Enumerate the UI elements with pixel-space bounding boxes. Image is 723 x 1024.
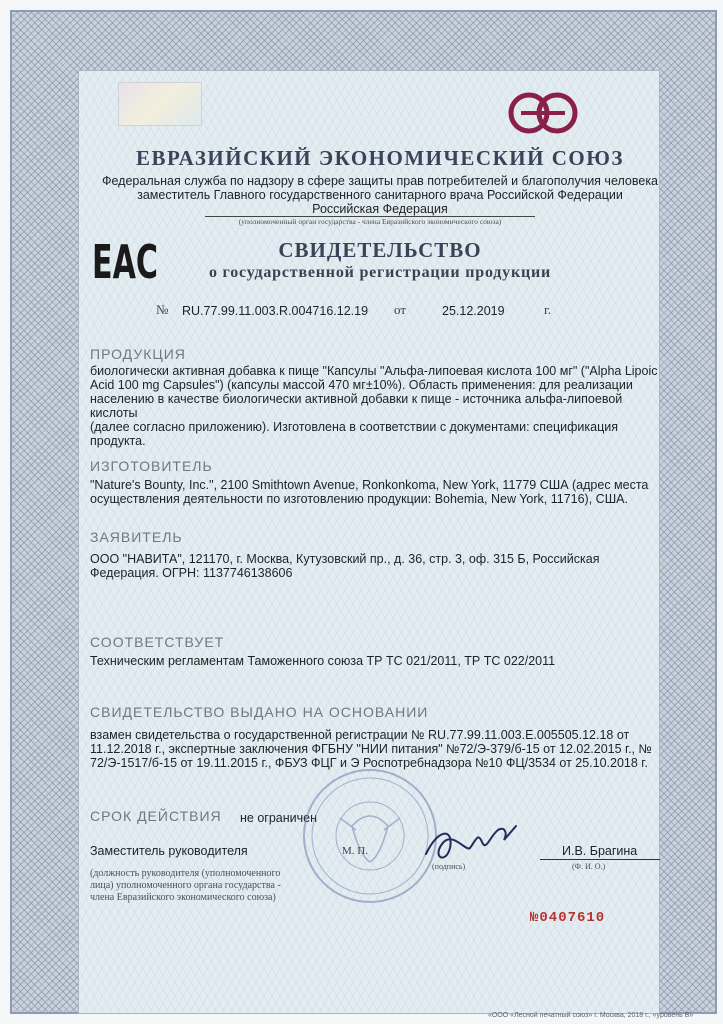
position-caption-line: члена Евразийского экономического союза) (90, 892, 276, 903)
signatory-position: Заместитель руководителя (90, 844, 248, 858)
applicant-line: Федерация. ОГРН: 1137746138606 (90, 566, 293, 580)
name-caption: (Ф. И. О.) (572, 862, 606, 871)
agency-line: Федеральная служба по надзору в сфере защиты прав потребителей и благополучия человека (101, 174, 659, 188)
certificate-subtitle: о государственной регистрации продукции (208, 264, 552, 281)
date-label: от (394, 302, 407, 317)
applicant-heading: ЗАЯВИТЕЛЬ (90, 529, 183, 545)
product-heading: ПРОДУКЦИЯ (90, 346, 186, 362)
basis-line: 11.12.2018 г., экспертные заключения ФГБНУ "НИИ питания" №72/Э-379/б-15 от 12.02.2015 г., № (90, 742, 652, 756)
basis-heading: СВИДЕТЕЛЬСТВО ВЫДАНО НА ОСНОВАНИИ (90, 704, 429, 720)
signature-caption: (подпись) (432, 862, 466, 871)
signatory-name: И.В. Брагина (562, 844, 638, 858)
basis-text (90, 728, 665, 770)
agency-block (92, 174, 668, 216)
hologram-sticker (118, 82, 202, 126)
certificate-date: 25.12.2019 (442, 304, 505, 318)
mp-label: М. П. (342, 845, 368, 857)
printer-footer: «ООО «Лесной печатный союз» г. Москва, 2018 г., «уровень В» (488, 1012, 694, 1019)
position-caption-line: (должность руководителя (уполномоченного (90, 868, 281, 879)
agency-line: заместитель Главного государственного санитарного врача Российской Федерации (137, 188, 623, 202)
complies-heading: СООТВЕТСТВУЕТ (90, 634, 225, 650)
product-text (90, 364, 660, 448)
year-suffix: г. (544, 302, 552, 317)
sanitary-service-logo (507, 90, 583, 136)
product-line: населению в качестве биологически активной добавки к пище - источника альфа-липоевой кислоты (90, 392, 623, 420)
validity-value: не ограничен (240, 811, 317, 825)
complies-line: Техническим регламентам Таможенного союза ТР ТС 021/2011, ТР ТС 022/2011 (90, 654, 556, 668)
basis-line: взамен свидетельства о государственной регистрации № RU.77.99.11.003.Е.005505.12.18 от (90, 728, 630, 742)
name-underline (540, 859, 660, 860)
applicant-text (90, 552, 660, 580)
manufacturer-text (90, 478, 660, 506)
union-title: ЕВРАЗИЙСКИЙ ЭКОНОМИЧЕСКИЙ СОЮЗ (136, 146, 624, 170)
manufacturer-line: "Nature's Bounty, Inc.", 2100 Smithtown Avenue, Ronkonkoma, New York, 11779 США (адрес места (90, 478, 649, 492)
product-line: (далее согласно приложению). Изготовлена в соответствии с документами: спецификация продукта. (90, 420, 619, 448)
product-line: Acid 100 mg Capsules") (капсулы массой 470 мг±10%). Область применения: для реализации (90, 378, 633, 392)
applicant-line: ООО "НАВИТА", 121170, г. Москва, Кутузовский пр., д. 36, стр. 3, оф. 315 Б, Российская (90, 552, 600, 566)
product-line: биологически активная добавка к пище "Капсулы "Альфа-липоевая кислота 100 мг" ("Alpha Lipoic (90, 364, 658, 378)
agency-line: Российская Федерация (312, 202, 448, 216)
certificate-number: RU.77.99.11.003.R.004716.12.19 (182, 304, 369, 318)
eac-mark-text: ЕАС (92, 235, 158, 289)
serial-number: №0407610 (530, 910, 606, 926)
authority-caption: (уполномоченный орган государства - члена Евразийского экономического союза) (238, 217, 502, 226)
complies-text (90, 654, 660, 668)
position-caption (90, 868, 281, 904)
basis-line: 72/Э-1517/б-15 от 19.11.2015 г., ФБУЗ ФЦГ и Э Роспотребнадзора №10 ФЦ/3534 от 25.10.2018 г. (90, 756, 648, 770)
manufacturer-heading: ИЗГОТОВИТЕЛЬ (90, 458, 213, 474)
manufacturer-line: осуществления деятельности по изготовлению продукции: Bohemia, New York, 11716), США. (90, 492, 628, 506)
number-label: № (156, 302, 169, 317)
position-caption-line: лица) уполномоченного органа государства - (90, 880, 281, 891)
certificate-title: СВИДЕТЕЛЬСТВО (278, 238, 482, 262)
validity-heading: СРОК ДЕЙСТВИЯ (90, 808, 222, 824)
official-stamp-seal (300, 766, 440, 906)
